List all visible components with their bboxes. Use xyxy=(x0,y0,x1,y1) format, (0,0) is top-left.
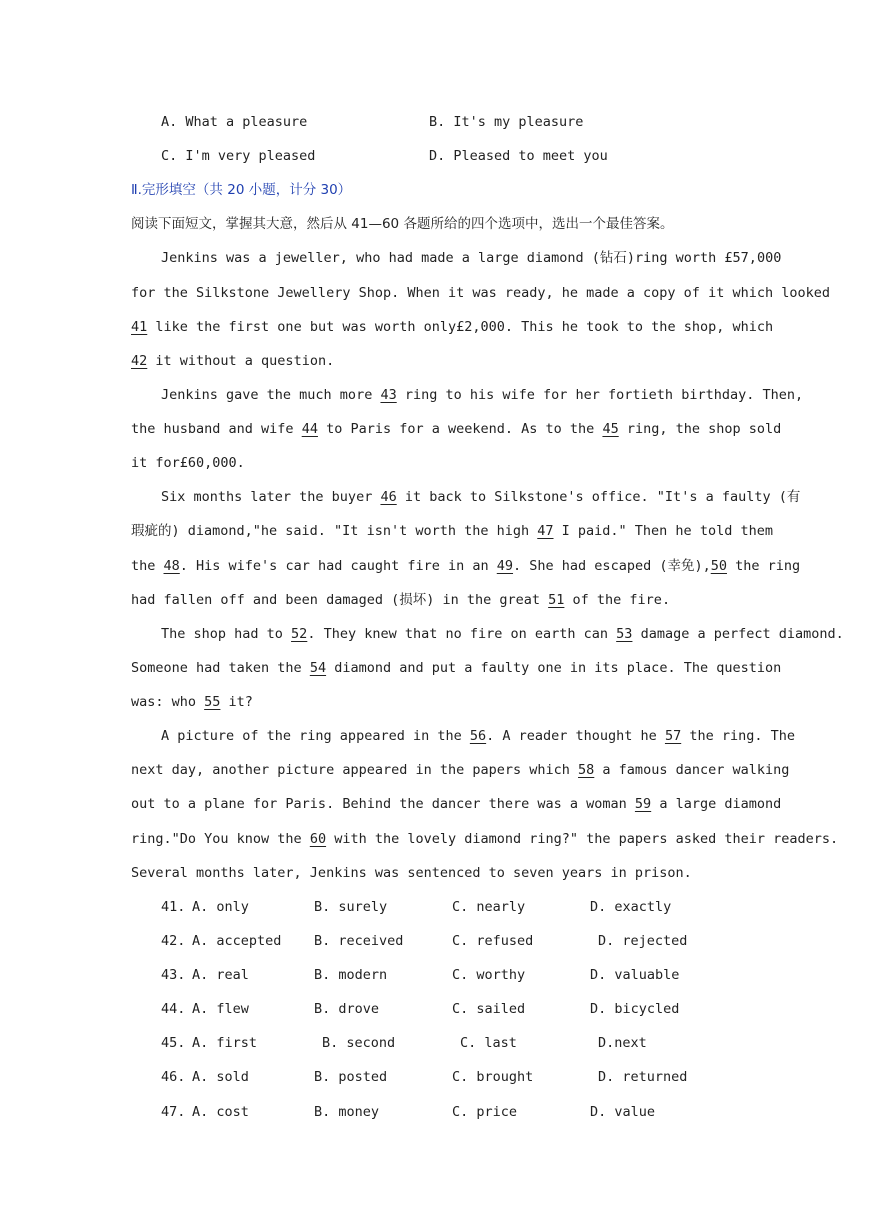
option-b: B. second xyxy=(322,1035,396,1051)
option-d: D. bicycled xyxy=(590,1001,680,1017)
option-a: A. flew xyxy=(192,1001,249,1017)
blank-52: 52 xyxy=(291,626,308,642)
blank-48: 48 xyxy=(163,558,180,574)
top-option-d: D. Pleased to meet you xyxy=(429,148,608,164)
blank-60: 60 xyxy=(309,831,327,847)
blank-45: 45 xyxy=(602,421,619,437)
blank-57: 57 xyxy=(664,728,682,744)
option-a: A. real xyxy=(192,967,249,983)
passage-line: was: who 55 it? xyxy=(131,694,253,710)
option-d: D.next xyxy=(598,1035,647,1051)
question-number: 46. xyxy=(161,1069,186,1085)
option-a: A. only xyxy=(192,899,249,915)
option-d: D. value xyxy=(590,1104,656,1120)
blank-51: 51 xyxy=(548,592,565,608)
passage-line: 瑕疵的) diamond,"he said. "It isn't worth the high 47 I paid." Then he told them xyxy=(131,523,773,539)
passage-line: Jenkins was a jeweller, who had made a large diamond (钻石)ring worth £57,000 xyxy=(161,250,782,266)
option-a: A. accepted xyxy=(192,933,282,949)
option-c: C. price xyxy=(452,1104,518,1120)
passage-line: the 48. His wife's car had caught fire in an 49. She had escaped (幸免),50 the ring xyxy=(131,558,801,574)
blank-41: 41 xyxy=(131,319,148,335)
option-a: A. cost xyxy=(192,1104,249,1120)
option-d: D. rejected xyxy=(598,933,688,949)
question-number: 47. xyxy=(161,1104,186,1120)
blank-42: 42 xyxy=(131,353,148,369)
option-d: D. exactly xyxy=(590,899,672,915)
option-d: D. valuable xyxy=(590,967,680,983)
question-number: 43. xyxy=(161,967,186,983)
option-a: A. first xyxy=(192,1035,258,1051)
passage-line: Several months later, Jenkins was sentenced to seven years in prison. xyxy=(131,865,692,881)
top-option-b: B. It's my pleasure xyxy=(429,114,584,130)
option-c: C. brought xyxy=(452,1069,534,1085)
blank-49: 49 xyxy=(496,558,514,574)
blank-56: 56 xyxy=(469,728,487,744)
passage-line: Jenkins gave the much more 43 ring to his wife for her fortieth birthday. Then, xyxy=(161,387,804,403)
question-number: 45. xyxy=(161,1035,186,1051)
passage-line: Six months later the buyer 46 it back to Silkstone's office. "It's a faulty (有 xyxy=(161,489,801,505)
passage-line: next day, another picture appeared in the papers which 58 a famous dancer walking xyxy=(131,762,790,778)
blank-43: 43 xyxy=(380,387,397,403)
option-b: B. posted xyxy=(314,1069,388,1085)
option-b: B. modern xyxy=(314,967,388,983)
passage-line: 41 like the first one but was worth only£2,000. This he took to the shop, which xyxy=(131,319,774,335)
option-c: C. last xyxy=(460,1035,517,1051)
passage-line: The shop had to 52. They knew that no fire on earth can 53 damage a perfect diamond. xyxy=(161,626,844,642)
option-c: C. worthy xyxy=(452,967,526,983)
top-option-c: C. I'm very pleased xyxy=(161,148,316,164)
question-number: 41. xyxy=(161,899,186,915)
option-b: B. received xyxy=(314,933,404,949)
blank-47: 47 xyxy=(537,523,554,539)
question-number: 42. xyxy=(161,933,186,949)
blank-50: 50 xyxy=(710,558,727,574)
option-a: A. sold xyxy=(192,1069,249,1085)
section-instruction: 阅读下面短文，掌握其大意，然后从 41—60 各题所给的四个选项中，选出一个最佳答案。 xyxy=(131,216,674,232)
passage-line: 42 it without a question. xyxy=(131,353,335,369)
blank-55: 55 xyxy=(204,694,221,710)
passage-line: out to a plane for Paris. Behind the dancer there was a woman 59 a large diamond xyxy=(131,796,782,812)
passage-line: ring."Do You know the 60 with the lovely diamond ring?" the papers asked their readers. xyxy=(131,831,839,847)
passage-line: A picture of the ring appeared in the 56. A reader thought he 57 the ring. The xyxy=(161,728,795,744)
top-option-a: A. What a pleasure xyxy=(161,114,308,130)
option-d: D. returned xyxy=(598,1069,688,1085)
passage-line: had fallen off and been damaged (损坏) in the great 51 of the fire. xyxy=(131,592,671,608)
blank-44: 44 xyxy=(301,421,318,437)
option-b: B. surely xyxy=(314,899,388,915)
blank-58: 58 xyxy=(578,762,595,778)
option-c: C. nearly xyxy=(452,899,526,915)
passage-line: the husband and wife 44 to Paris for a weekend. As to the 45 ring, the shop sold xyxy=(131,421,782,437)
blank-59: 59 xyxy=(634,796,652,812)
section-title: Ⅱ.完形填空（共 20 小题，计分 30） xyxy=(131,182,352,198)
option-b: B. money xyxy=(314,1104,380,1120)
option-c: C. refused xyxy=(452,933,534,949)
option-c: C. sailed xyxy=(452,1001,526,1017)
option-b: B. drove xyxy=(314,1001,380,1017)
passage-line: it for£60,000. xyxy=(131,455,245,471)
blank-53: 53 xyxy=(616,626,633,642)
question-number: 44. xyxy=(161,1001,186,1017)
passage-line: for the Silkstone Jewellery Shop. When it was ready, he made a copy of it which looked xyxy=(131,285,830,301)
blank-46: 46 xyxy=(380,489,397,505)
passage-line: Someone had taken the 54 diamond and put a faulty one in its place. The question xyxy=(131,660,782,676)
blank-54: 54 xyxy=(309,660,327,676)
